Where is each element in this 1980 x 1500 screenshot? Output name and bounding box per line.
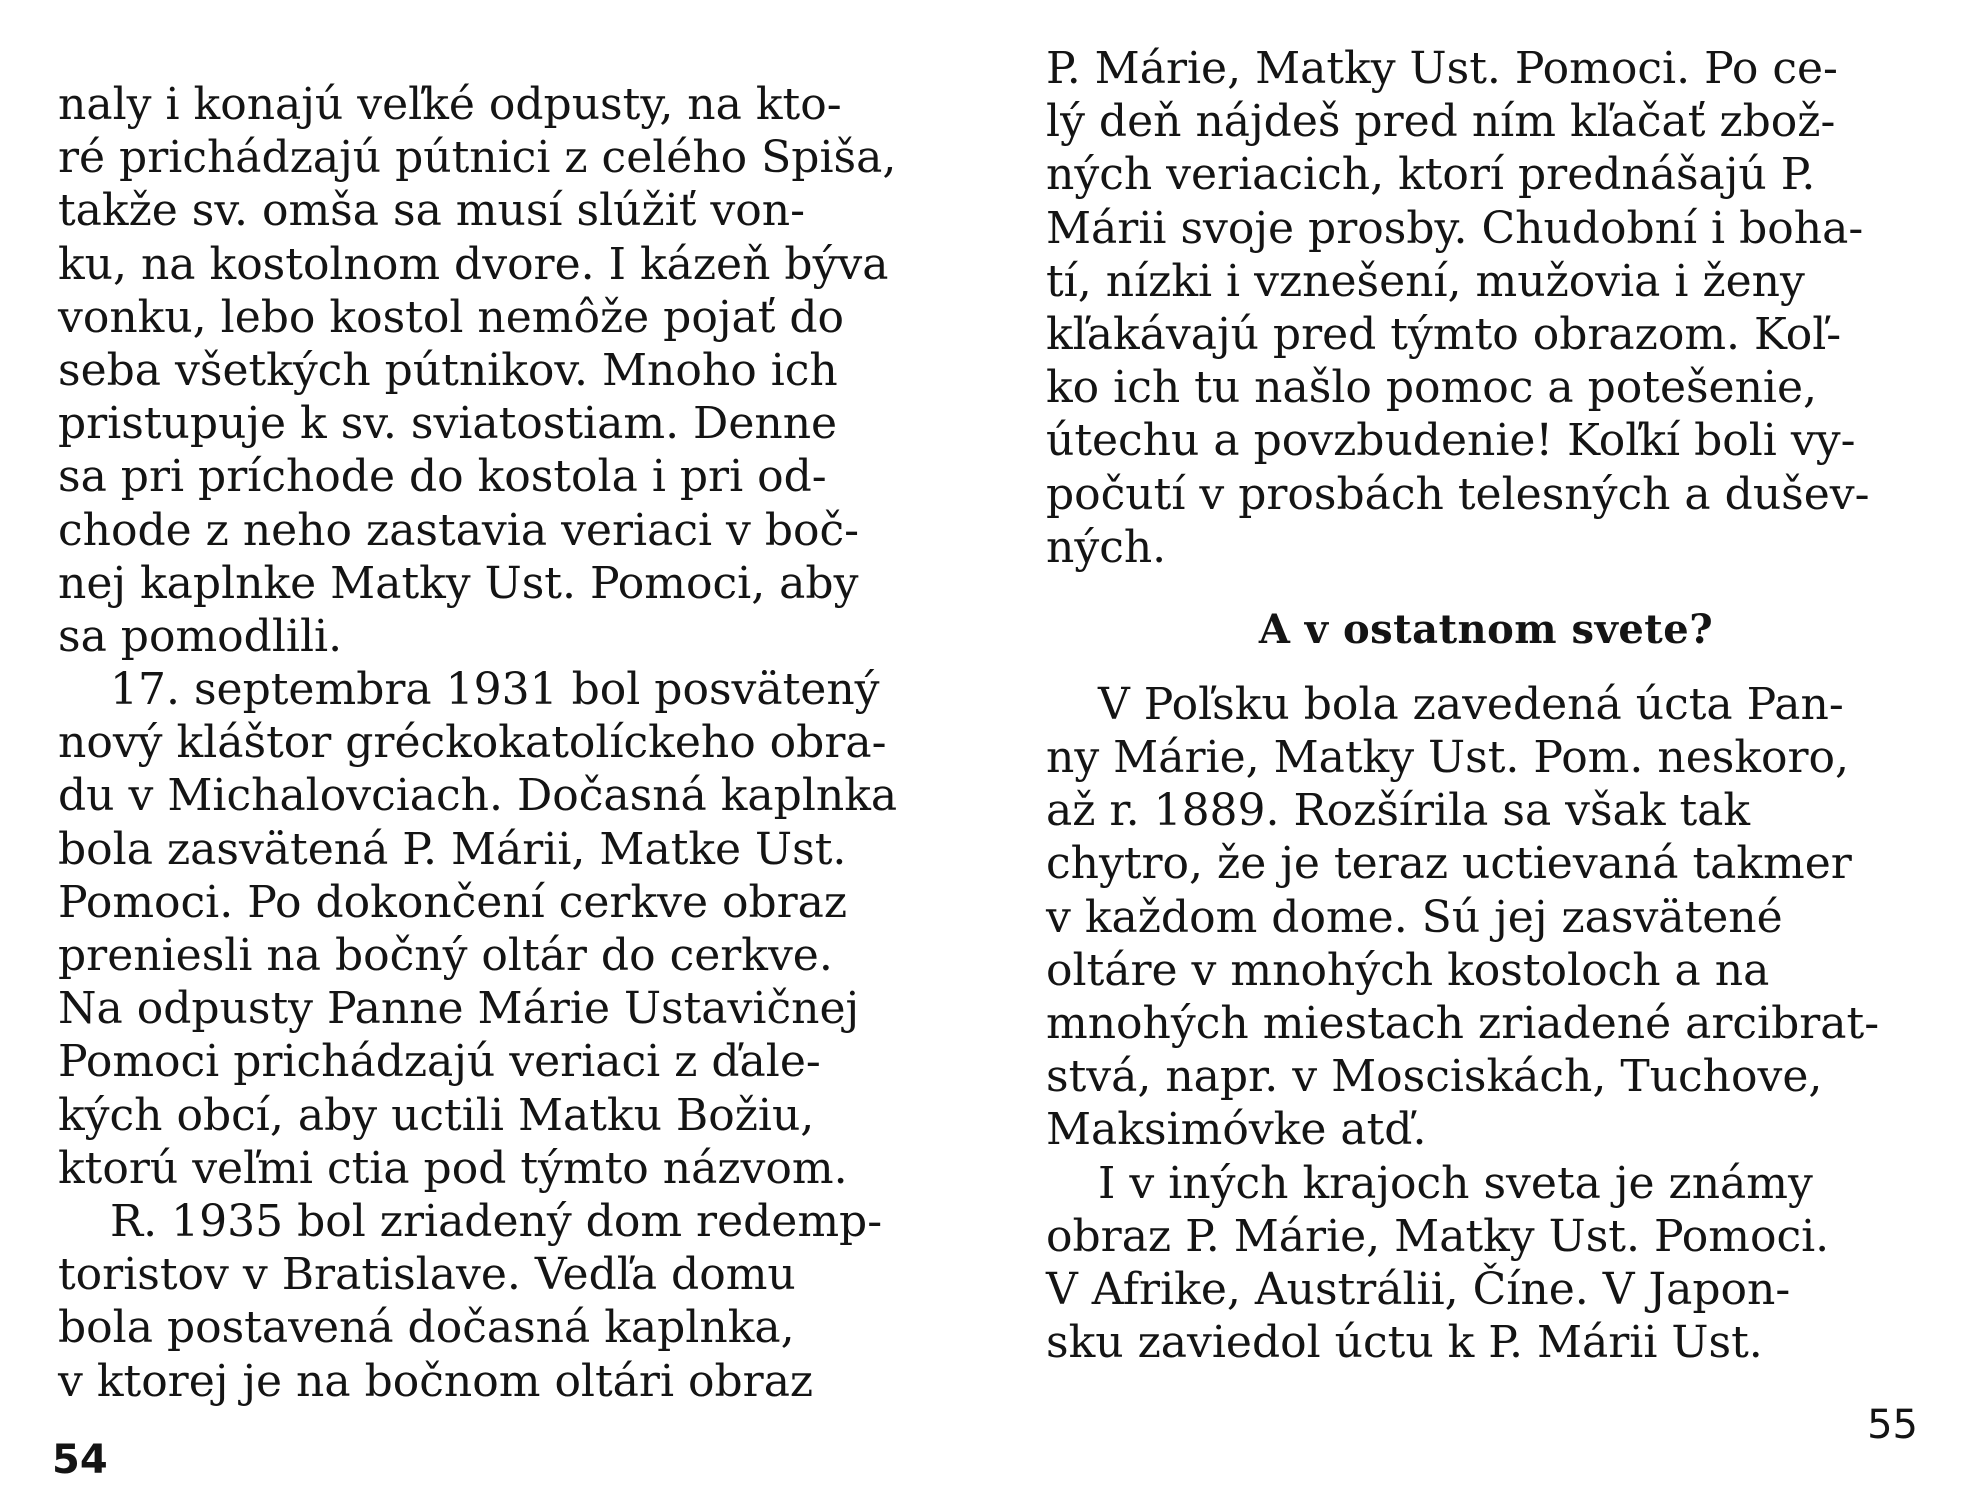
text-line: až r. 1889. Rozšírila sa však tak (1046, 785, 1751, 837)
text-line: vonku, lebo kostol nemôže pojať do (58, 291, 845, 343)
paragraph-start-line: R. 1935 bol zriadený dom redemp- (110, 1195, 883, 1247)
text-line: ku, na kostolnom dvore. I kázeň býva (58, 238, 889, 290)
text-line: v každom dome. Sú jej zasvätené (1046, 891, 1783, 943)
text-line: oltáre v mnohých kostoloch a na (1046, 944, 1770, 996)
text-line: obraz P. Márie, Matky Ust. Pomoci. (1046, 1210, 1830, 1262)
text-line: sa pomodlili. (58, 610, 343, 662)
text-line: ných veriacich, ktorí prednášajú P. (1046, 149, 1816, 201)
text-line: stvá, napr. v Mosciskách, Tuchove, (1046, 1051, 1823, 1103)
text-line: pristupuje k sv. sviatostiam. Denne (58, 398, 838, 450)
right-page (990, 0, 1980, 1500)
text-line: nej kaplnke Matky Ust. Pomoci, aby (58, 557, 859, 609)
paragraph-start-line: I v iných krajoch sveta je známy (1098, 1157, 1813, 1209)
text-line: ktorú veľmi ctia pod týmto názvom. (58, 1142, 848, 1194)
text-line: útechu a povzbudenie! Koľkí boli vy- (1046, 415, 1856, 467)
text-line: naly i konajú veľké odpusty, na kto- (58, 79, 842, 130)
right-text-column (1046, 42, 1926, 1369)
text-line: lý deň nájdeš pred ním kľačať zbož- (1046, 96, 1836, 148)
text-line: P. Márie, Matky Ust. Pomoci. Po ce- (1046, 43, 1838, 94)
text-line: sa pri príchode do kostola i pri od- (58, 451, 827, 503)
text-line: Márii svoje prosby. Chudobní i boha- (1046, 202, 1864, 254)
text-line: ných. (1046, 521, 1167, 573)
text-line: V Afrike, Austrálii, Číne. V Japon- (1046, 1263, 1791, 1315)
text-line: kľakávajú pred týmto obrazom. Koľ- (1046, 308, 1842, 360)
section-heading: A v ostatnom svete? (1258, 605, 1714, 653)
page-number: 54 (52, 1437, 108, 1483)
text-line: nový kláštor gréckokatolíckeho obra- (58, 717, 887, 769)
text-line: preniesli na bočný oltár do cerkve. (58, 930, 833, 981)
text-line: Pomoci prichádzajú veriaci z ďale- (58, 1036, 821, 1088)
text-line: mnohých miestach zriadené arcibrat- (1046, 998, 1880, 1049)
text-line: sku zaviedol úctu k P. Márii Ust. (1046, 1317, 1763, 1369)
text-line: Pomoci. Po dokončení cerkve obraz (58, 876, 848, 928)
page-number: 55 (1867, 1402, 1918, 1448)
left-text-column (58, 78, 938, 1408)
text-line: ré prichádzajú pútnici z celého Spiša, (58, 132, 897, 184)
text-line: Na odpusty Panne Márie Ustavičnej (58, 983, 860, 1035)
paragraph-start-line: V Poľsku bola zavedená úcta Pan- (1098, 678, 1844, 730)
text-line: ny Márie, Matky Ust. Pom. neskoro, (1046, 732, 1849, 784)
text-line: bola postavená dočasná kaplnka, (58, 1302, 795, 1354)
text-line: počutí v prosbách telesných a dušev- (1046, 468, 1870, 520)
text-line: ko ich tu našlo pomoc a potešenie, (1046, 362, 1818, 414)
text-line: bola zasvätená P. Márii, Matke Ust. (58, 823, 847, 875)
text-line: toristov v Bratislave. Vedľa domu (58, 1249, 796, 1301)
text-line: v ktorej je na bočnom oltári obraz (58, 1355, 814, 1407)
text-line: chode z neho zastavia veriaci v boč- (58, 504, 860, 556)
text-line: takže sv. omša sa musí slúžiť von- (58, 185, 805, 237)
text-line: tí, nízki i vznešení, mužovia i ženy (1046, 255, 1805, 307)
text-line: du v Michalovciach. Dočasná kaplnka (58, 770, 898, 822)
text-line: Maksimóvke atď. (1046, 1104, 1427, 1156)
text-line: kých obcí, aby uctili Matku Božiu, (58, 1089, 815, 1141)
text-line: seba všetkých pútnikov. Mnoho ich (58, 344, 838, 396)
paragraph-start-line: 17. septembra 1931 bol posvätený (110, 664, 880, 716)
text-line: chytro, že je teraz uctievaná takmer (1046, 838, 1852, 890)
